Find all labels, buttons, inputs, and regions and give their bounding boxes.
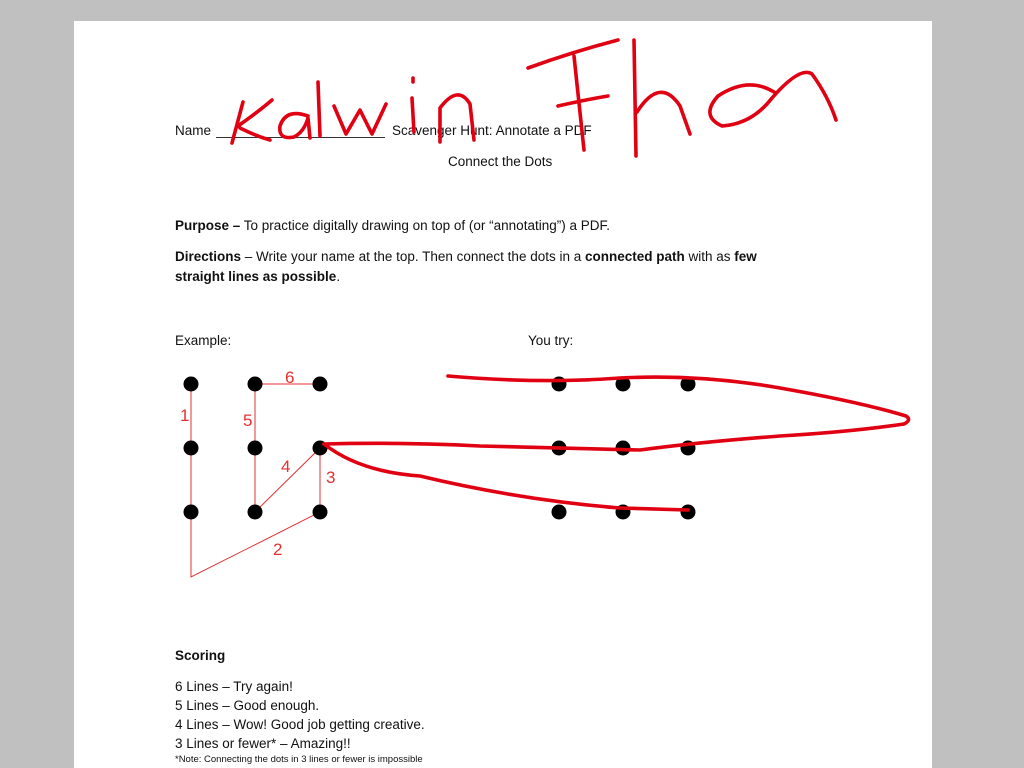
name-label: Name	[175, 123, 212, 138]
example-dot	[248, 505, 263, 520]
example-number-4: 4	[281, 457, 291, 476]
example-number-3: 3	[326, 468, 336, 487]
example-number-6: 6	[285, 368, 295, 387]
try-dot[interactable]	[681, 441, 696, 456]
purpose-text: To practice digitally drawing on top of (or “annotating”) a PDF.	[240, 218, 610, 233]
scoring-line: 3 Lines or fewer* – Amazing!!	[175, 736, 351, 751]
directions-label: Directions	[175, 249, 242, 264]
try-dot[interactable]	[552, 377, 567, 392]
try-dot[interactable]	[616, 441, 631, 456]
example-dot	[313, 377, 328, 392]
directions-connected-path: connected path	[585, 249, 685, 264]
try-dot[interactable]	[552, 505, 567, 520]
worksheet-title: Scavenger Hunt: Annotate a PDF	[392, 123, 592, 138]
example-dot	[184, 505, 199, 520]
scoring-note: *Note: Connecting the dots in 3 lines or fewer is impossible	[175, 754, 423, 765]
try-dot-grid	[552, 377, 696, 520]
try-dot[interactable]	[616, 377, 631, 392]
example-number-2: 2	[273, 540, 283, 559]
example-dot	[184, 441, 199, 456]
directions-text-1: – Write your name at the top. Then connect the dots in a	[241, 249, 585, 264]
directions-few: few	[734, 249, 757, 264]
example-number-labels	[180, 368, 335, 559]
try-dot[interactable]	[681, 505, 696, 520]
try-dot[interactable]	[616, 505, 631, 520]
worksheet-subtitle: Connect the Dots	[448, 154, 553, 169]
directions-end: .	[336, 269, 341, 284]
example-solution-lines	[191, 384, 320, 577]
try-dot[interactable]	[681, 377, 696, 392]
scoring-line: 4 Lines – Wow! Good job getting creative.	[175, 717, 425, 732]
directions-straight-lines: straight lines as possible	[175, 269, 337, 284]
scoring-line: 5 Lines – Good enough.	[175, 698, 320, 713]
example-path	[191, 384, 320, 577]
example-number-5: 5	[243, 411, 253, 430]
example-dot	[184, 377, 199, 392]
example-dot	[248, 377, 263, 392]
scoring-line: 6 Lines – Try again!	[175, 679, 293, 694]
directions-text-2: with as	[684, 249, 735, 264]
try-dot[interactable]	[552, 441, 567, 456]
you-try-label: You try:	[528, 333, 574, 348]
purpose-label: Purpose –	[175, 218, 241, 233]
example-number-1: 1	[180, 406, 190, 425]
scoring-title: Scoring	[175, 648, 226, 663]
example-dot	[313, 441, 328, 456]
example-label: Example:	[175, 333, 232, 348]
pdf-page	[74, 21, 932, 768]
example-dot	[313, 505, 328, 520]
example-dot	[248, 441, 263, 456]
